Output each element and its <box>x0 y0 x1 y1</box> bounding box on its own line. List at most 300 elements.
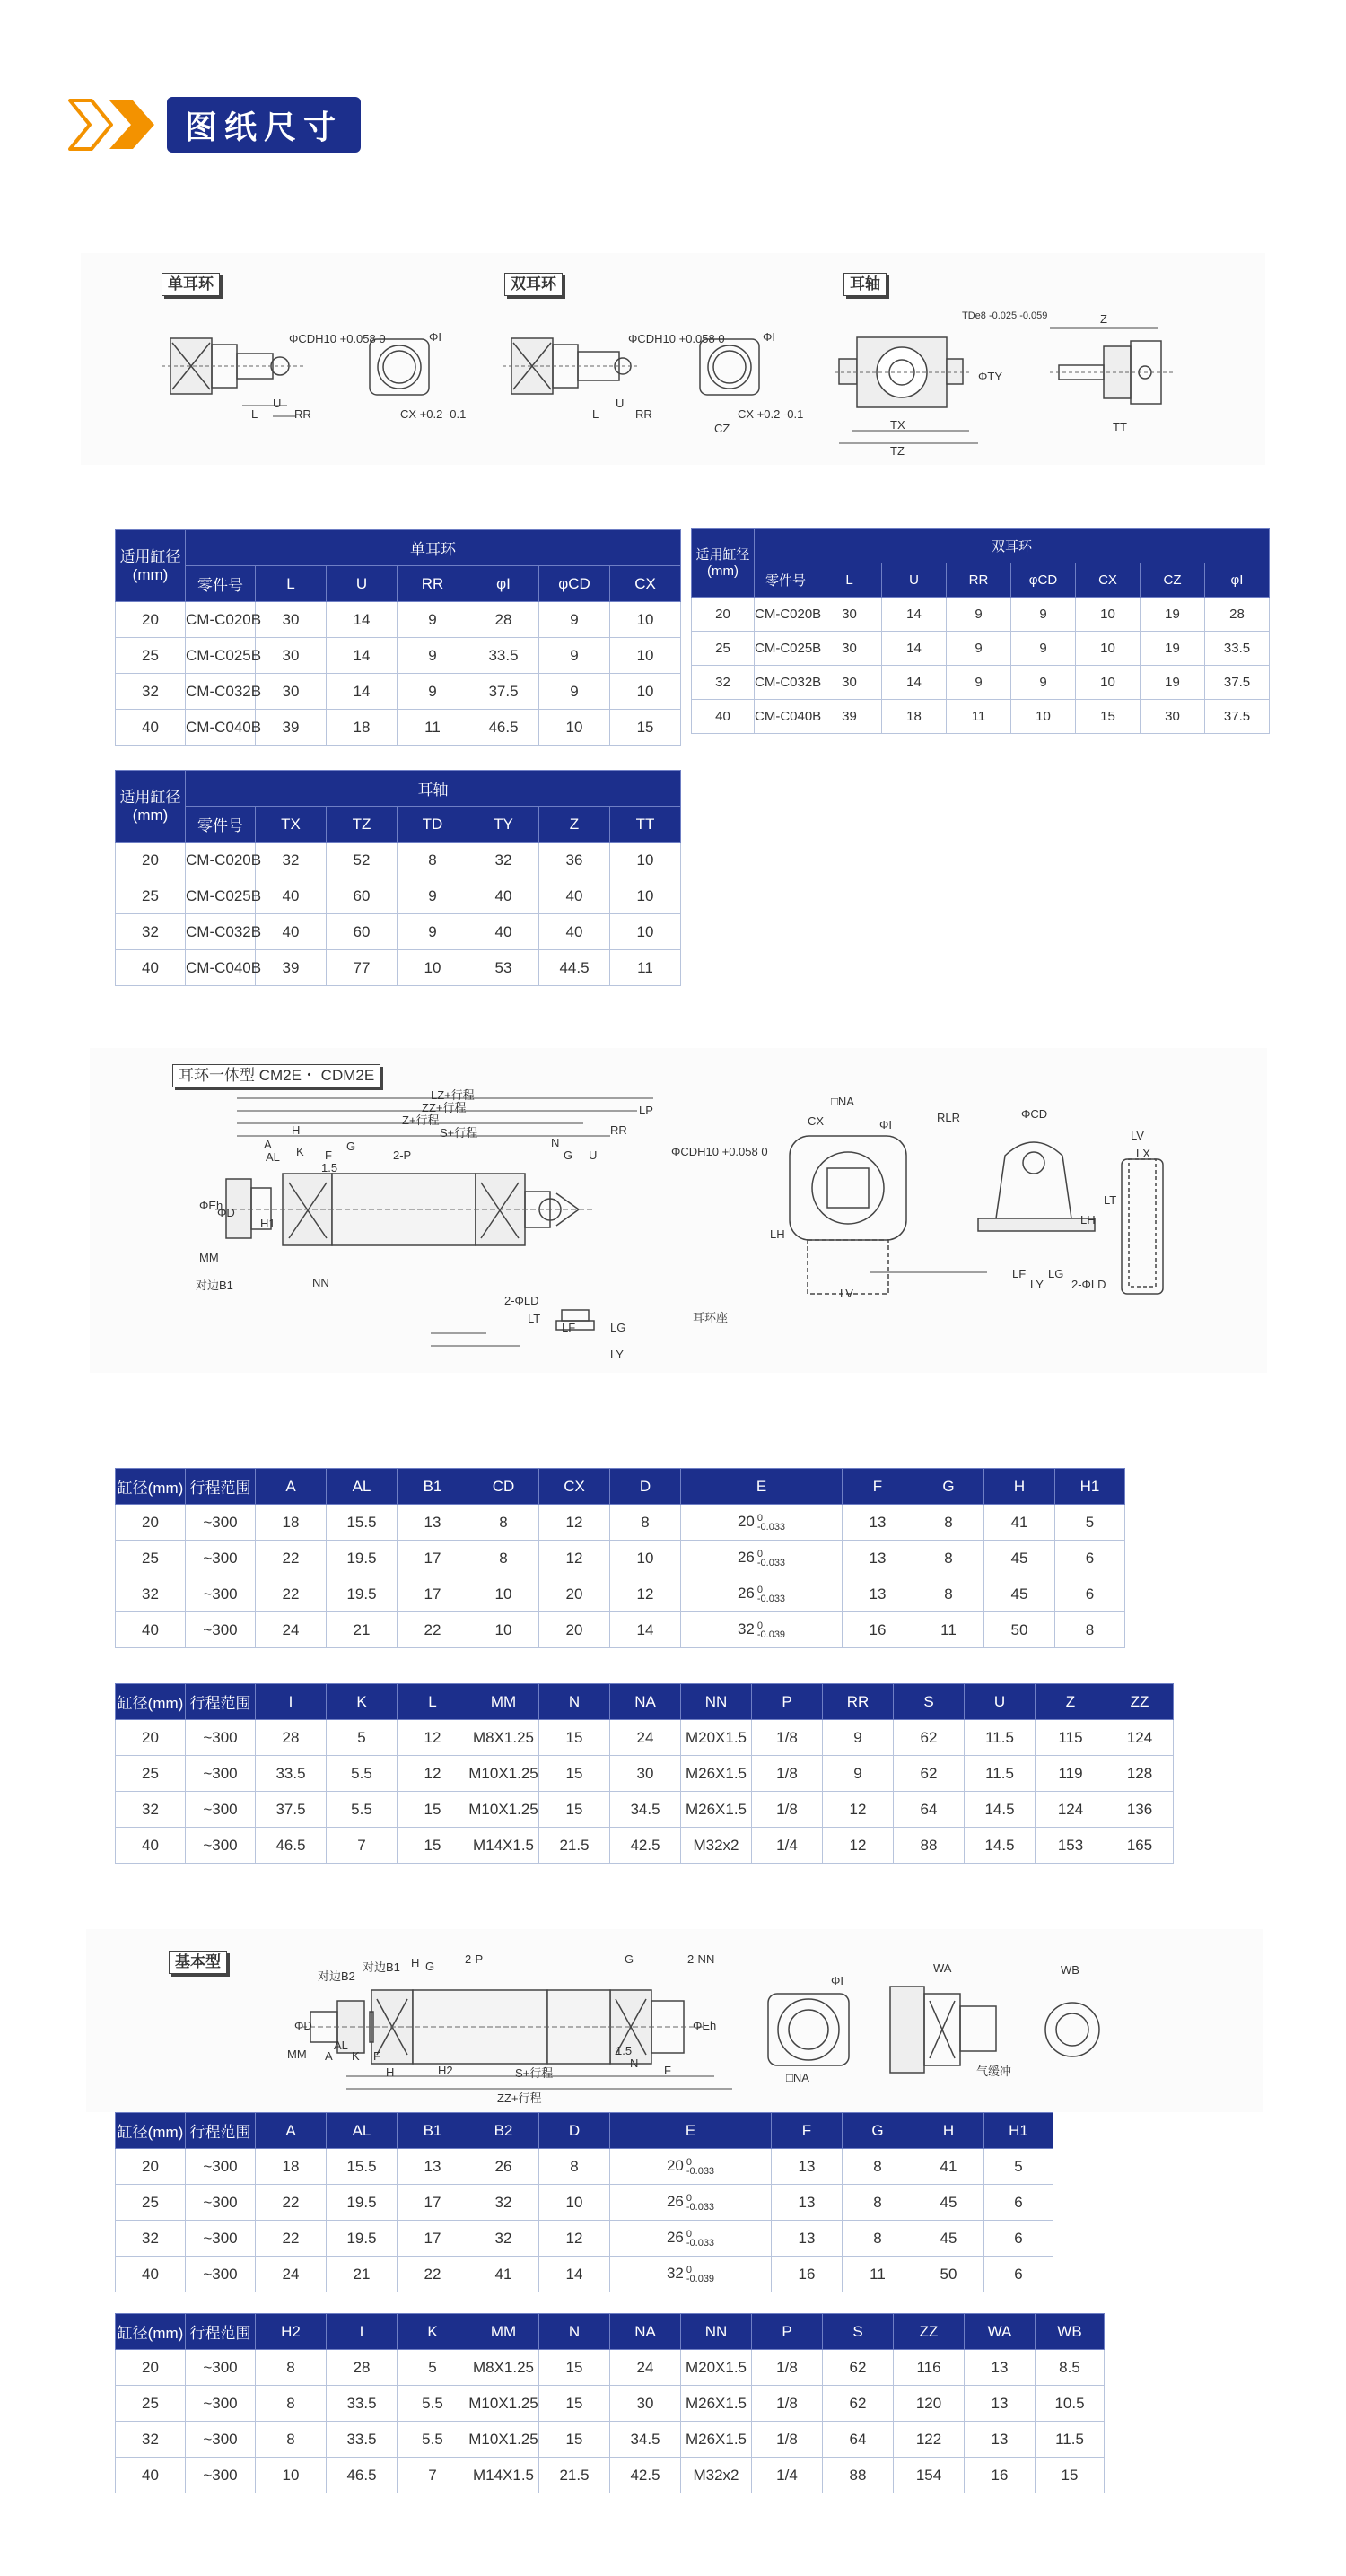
table-cell: 20 <box>116 1505 186 1541</box>
table-cell: 33.5 <box>468 638 539 674</box>
table-cell: CM-C040B <box>755 700 817 734</box>
table-cell: 5.5 <box>398 2422 468 2458</box>
table-cell: 14 <box>539 2257 610 2292</box>
table-cell: ~300 <box>186 2350 256 2386</box>
table-cell: M32x2 <box>681 2458 752 2493</box>
column-header: K <box>327 1684 398 1720</box>
column-header: U <box>327 566 398 602</box>
annotation: S+行程 <box>440 1126 478 1140</box>
annotation: LF <box>562 1321 576 1334</box>
annotation: LG <box>610 1321 626 1334</box>
table-cell: 15 <box>539 1792 610 1828</box>
annotation: LV <box>840 1287 853 1300</box>
table-row <box>116 1828 1174 1864</box>
table-cell: 11 <box>947 700 1011 734</box>
annotation: F <box>325 1148 332 1162</box>
double-ear-table <box>691 528 1270 734</box>
annotation: 对边B1 <box>363 1960 400 1974</box>
table-cell: 12 <box>823 1828 894 1864</box>
table-cell: 40 <box>539 914 610 950</box>
group-header: 双耳环 <box>755 529 1270 563</box>
column-header: K <box>398 2314 468 2350</box>
table-cell: 5 <box>984 2149 1053 2185</box>
table-cell: 62 <box>823 2350 894 2386</box>
table-cell: 88 <box>894 1828 965 1864</box>
column-header: Z <box>539 807 610 843</box>
table-cell: 5.5 <box>327 1792 398 1828</box>
table-cell: 20 <box>116 602 186 638</box>
table-cell: 124 <box>1106 1720 1174 1756</box>
cm2e-drawing-lines <box>90 1048 1267 1373</box>
table-cell: 26 0 -0.033 <box>681 1541 843 1576</box>
column-header: CX <box>610 566 681 602</box>
table-cell: 14 <box>327 602 398 638</box>
chevron-solid-icon <box>106 97 160 153</box>
annotation: RR <box>610 1123 627 1137</box>
cm2e-label: 耳环一体型 CM2E・ CDM2E <box>172 1064 380 1087</box>
annotation: A <box>264 1138 272 1151</box>
table-cell: 8 <box>256 2422 327 2458</box>
table-cell: 6 <box>1055 1541 1125 1576</box>
table-row <box>116 1792 1174 1828</box>
column-header: TX <box>256 807 327 843</box>
table-row <box>116 638 681 674</box>
table-cell: 7 <box>327 1828 398 1864</box>
annotation: ΦEh <box>199 1199 223 1212</box>
table-cell: 37.5 <box>1205 666 1270 700</box>
column-header: NA <box>610 1684 681 1720</box>
table-cell: 8 <box>256 2386 327 2422</box>
annotation: 气缓冲 <box>976 2065 1012 2078</box>
column-header: AL <box>327 1469 398 1505</box>
annotation: LH <box>770 1227 785 1241</box>
column-header: NA <box>610 2314 681 2350</box>
column-header: N <box>539 1684 610 1720</box>
table-cell: 8 <box>256 2350 327 2386</box>
basic-drawing-lines <box>86 1929 1263 2112</box>
table-cell: 37.5 <box>256 1792 327 1828</box>
annotation: NN <box>312 1276 329 1289</box>
column-header: 行程范围 <box>186 1469 256 1505</box>
table-cell: 11 <box>913 1612 984 1648</box>
annotation: 2-P <box>393 1148 412 1162</box>
table-cell: 9 <box>1011 666 1076 700</box>
table-cell: 13 <box>965 2350 1036 2386</box>
table-cell: 77 <box>327 950 398 986</box>
trunnion-table <box>115 770 681 986</box>
annotation: 2-ΦLD <box>504 1294 539 1307</box>
table-cell: ~300 <box>186 1828 256 1864</box>
table-cell: M8X1.25 <box>468 2350 539 2386</box>
table-cell: 8 <box>843 2185 913 2221</box>
column-header: D <box>610 1469 681 1505</box>
table-cell: 22 <box>256 1576 327 1612</box>
table-row <box>116 1612 1125 1648</box>
table-cell: 40 <box>116 1612 186 1648</box>
column-header: G <box>843 2113 913 2149</box>
table-cell: CM-C040B <box>186 710 256 746</box>
column-header: F <box>772 2113 843 2149</box>
column-header: F <box>843 1469 913 1505</box>
table-cell: CM-C032B <box>755 666 817 700</box>
column-header: ZZ <box>1106 1684 1174 1720</box>
column-header: E <box>681 1469 843 1505</box>
table-cell: 12 <box>610 1576 681 1612</box>
table-cell: 15.5 <box>327 2149 398 2185</box>
table-cell: 21.5 <box>539 2458 610 2493</box>
table-cell: ~300 <box>186 2185 256 2221</box>
column-header: CZ <box>1141 563 1205 598</box>
column-header: H1 <box>984 2113 1053 2149</box>
table-cell: 11.5 <box>1036 2422 1105 2458</box>
table-cell: 9 <box>398 878 468 914</box>
table-cell: 33.5 <box>256 1756 327 1792</box>
table-cell: 46.5 <box>327 2458 398 2493</box>
table-cell: 20 <box>539 1612 610 1648</box>
column-header: 缸径(mm) <box>116 1684 186 1720</box>
table-cell: 12 <box>398 1720 468 1756</box>
column-header: L <box>398 1684 468 1720</box>
column-header: B1 <box>398 2113 468 2149</box>
annotation: N <box>630 2056 639 2070</box>
table-cell: M20X1.5 <box>681 2350 752 2386</box>
table-cell: 5.5 <box>398 2386 468 2422</box>
column-header: WB <box>1036 2314 1105 2350</box>
table-cell: 32 0 -0.039 <box>681 1612 843 1648</box>
table-cell: 6 <box>1055 1576 1125 1612</box>
table-cell: 10 <box>1076 598 1141 632</box>
basic-label: 基本型 <box>169 1951 227 1974</box>
table-cell: 28 <box>1205 598 1270 632</box>
column-header: φCD <box>1011 563 1076 598</box>
table-cell: 32 <box>116 2221 186 2257</box>
table-cell: 22 <box>398 1612 468 1648</box>
table-cell: 8.5 <box>1036 2350 1105 2386</box>
tolerance: 0 -0.039 <box>756 1620 786 1640</box>
table-cell: 60 <box>327 878 398 914</box>
table-cell: 30 <box>817 598 882 632</box>
annotation: MM <box>199 1251 219 1264</box>
table-cell: 32 <box>468 2221 539 2257</box>
single-ear-label: 单耳环 <box>162 273 220 296</box>
annotation: AL <box>266 1150 280 1164</box>
table-cell: 13 <box>398 1505 468 1541</box>
annotation: RR <box>294 407 311 421</box>
column-header: E <box>610 2113 772 2149</box>
column-header: ZZ <box>894 2314 965 2350</box>
table-cell: 9 <box>398 602 468 638</box>
table-cell: 20 <box>539 1576 610 1612</box>
annotation: Z+行程 <box>402 1113 440 1127</box>
table-cell: 88 <box>823 2458 894 2493</box>
table-cell: 1/8 <box>752 1792 823 1828</box>
table-cell: 50 <box>984 1612 1055 1648</box>
annotation: LY <box>1030 1278 1044 1291</box>
table-cell: 9 <box>823 1756 894 1792</box>
table-cell: 13 <box>843 1505 913 1541</box>
table-cell: ~300 <box>186 2149 256 2185</box>
table-cell: CM-C025B <box>186 878 256 914</box>
table-cell: 115 <box>1036 1720 1106 1756</box>
table-cell: 16 <box>772 2257 843 2292</box>
table-cell: 37.5 <box>468 674 539 710</box>
table-cell: 10 <box>1011 700 1076 734</box>
annotation: LT <box>528 1312 541 1325</box>
table-cell: M26X1.5 <box>681 2386 752 2422</box>
column-header: MM <box>468 2314 539 2350</box>
table-cell: 30 <box>610 2386 681 2422</box>
tolerance: 0 -0.039 <box>686 2264 715 2284</box>
table-cell: 154 <box>894 2458 965 2493</box>
annotation: WA <box>933 1961 952 1975</box>
annotation: ΦCD <box>1021 1107 1048 1121</box>
table-cell: 26 <box>468 2149 539 2185</box>
table-cell: 20 <box>116 1720 186 1756</box>
table-cell: 19.5 <box>327 2185 398 2221</box>
table-cell: 45 <box>984 1541 1055 1576</box>
table-cell: 12 <box>398 1756 468 1792</box>
table-cell: 46.5 <box>468 710 539 746</box>
annotation: 1.5 <box>321 1161 338 1174</box>
basic-drawing <box>86 1929 1263 2112</box>
column-header: AL <box>327 2113 398 2149</box>
table-cell: 64 <box>823 2422 894 2458</box>
column-header: CX <box>1076 563 1141 598</box>
table-cell: 9 <box>947 598 1011 632</box>
table-cell: 153 <box>1036 1828 1106 1864</box>
table-cell: 15 <box>539 2350 610 2386</box>
table-cell: 30 <box>817 666 882 700</box>
table-cell: 9 <box>1011 632 1076 666</box>
table-cell: ~300 <box>186 1505 256 1541</box>
table-row <box>116 950 681 986</box>
column-header: L <box>817 563 882 598</box>
column-header: RR <box>398 566 468 602</box>
tolerance: 0 -0.033 <box>756 1548 786 1568</box>
table-row <box>116 2422 1105 2458</box>
table-cell: 32 <box>116 1792 186 1828</box>
table-cell: 9 <box>539 638 610 674</box>
column-header: TZ <box>327 807 398 843</box>
column-header: RR <box>947 563 1011 598</box>
table-cell: 41 <box>913 2149 984 2185</box>
table-cell: 41 <box>984 1505 1055 1541</box>
table-cell: 30 <box>817 632 882 666</box>
column-header: φI <box>1205 563 1270 598</box>
table-cell: 15 <box>398 1792 468 1828</box>
annotation: ZZ+行程 <box>497 2091 542 2105</box>
table-cell: 120 <box>894 2386 965 2422</box>
table-cell: 20 0 -0.033 <box>681 1505 843 1541</box>
column-header: H <box>913 2113 984 2149</box>
table-row <box>116 1720 1174 1756</box>
table-cell: 9 <box>398 638 468 674</box>
annotation: CX +0.2 -0.1 <box>738 407 804 421</box>
table-row <box>116 710 681 746</box>
annotation: LV <box>1131 1129 1144 1142</box>
table-cell: 42.5 <box>610 1828 681 1864</box>
table-cell: 14.5 <box>965 1828 1036 1864</box>
annotation: AL <box>334 2039 348 2052</box>
table-cell: 1/8 <box>752 1720 823 1756</box>
table-cell: 28 <box>468 602 539 638</box>
table-cell: 20 <box>116 2350 186 2386</box>
table-cell: 10 <box>610 602 681 638</box>
table-cell: 10 <box>610 1541 681 1576</box>
table-cell: M10X1.25 <box>468 1792 539 1828</box>
column-header: MM <box>468 1684 539 1720</box>
table-cell: 9 <box>398 914 468 950</box>
table-cell: 19 <box>1141 598 1205 632</box>
table-cell: M14X1.5 <box>468 2458 539 2493</box>
table-cell: 13 <box>965 2386 1036 2422</box>
tolerance: 0 -0.033 <box>756 1584 786 1604</box>
table-cell: 1/8 <box>752 1756 823 1792</box>
table-cell: 9 <box>947 666 1011 700</box>
table-cell: 25 <box>116 878 186 914</box>
column-header: φI <box>468 566 539 602</box>
bore-header: 适用缸径(mm) <box>692 529 755 598</box>
annotation: TDe8 -0.025 -0.059 <box>962 310 1048 321</box>
column-header: 零件号 <box>186 566 256 602</box>
table-cell: 40 <box>468 914 539 950</box>
table-cell: CM-C032B <box>186 914 256 950</box>
table-cell: ~300 <box>186 2221 256 2257</box>
table-cell: 15 <box>539 1720 610 1756</box>
table-cell: 10 <box>468 1576 539 1612</box>
column-header: I <box>256 1684 327 1720</box>
table-cell: 24 <box>610 1720 681 1756</box>
table-cell: 39 <box>817 700 882 734</box>
table-cell: 34.5 <box>610 2422 681 2458</box>
column-header: NN <box>681 2314 752 2350</box>
table-cell: M26X1.5 <box>681 1792 752 1828</box>
table-cell: 12 <box>539 1505 610 1541</box>
table-cell: 11 <box>610 950 681 986</box>
table-cell: 1/4 <box>752 2458 823 2493</box>
table-row <box>116 2386 1105 2422</box>
table-cell: 62 <box>894 1756 965 1792</box>
column-header: B1 <box>398 1469 468 1505</box>
annotation: TX <box>890 418 905 432</box>
table-cell: 33.5 <box>1205 632 1270 666</box>
column-header: H2 <box>256 2314 327 2350</box>
table-cell: 20 <box>116 843 186 878</box>
annotation: TT <box>1113 420 1127 433</box>
table-cell: 10 <box>398 950 468 986</box>
table-cell: M8X1.25 <box>468 1720 539 1756</box>
column-header: 零件号 <box>755 563 817 598</box>
table-cell: 32 <box>468 2185 539 2221</box>
annotation: ΦD <box>217 1206 235 1219</box>
annotation: ΦTY <box>978 370 1002 383</box>
table-cell: 34.5 <box>610 1792 681 1828</box>
annotation: H1 <box>260 1217 275 1230</box>
column-header: WA <box>965 2314 1036 2350</box>
table-cell: 1/8 <box>752 2422 823 2458</box>
table-cell: 1/4 <box>752 1828 823 1864</box>
table-cell: 9 <box>1011 598 1076 632</box>
column-header: NN <box>681 1684 752 1720</box>
table-cell: 21.5 <box>539 1828 610 1864</box>
table-cell: M14X1.5 <box>468 1828 539 1864</box>
table-cell: 19.5 <box>327 2221 398 2257</box>
column-header: 缸径(mm) <box>116 1469 186 1505</box>
table-cell: 10 <box>256 2458 327 2493</box>
table-cell: 32 <box>692 666 755 700</box>
accessory-drawing <box>81 253 1265 465</box>
annotation: K <box>296 1145 304 1158</box>
table-cell: 40 <box>116 950 186 986</box>
annotation: L <box>251 407 258 421</box>
table-cell: 15.5 <box>327 1505 398 1541</box>
table-cell: 45 <box>913 2185 984 2221</box>
tolerance: 0 -0.033 <box>686 2192 715 2213</box>
table-cell: 25 <box>116 638 186 674</box>
table-cell: CM-C020B <box>755 598 817 632</box>
table-cell: 8 <box>468 1505 539 1541</box>
table-cell: 40 <box>539 878 610 914</box>
table-cell: 24 <box>256 2257 327 2292</box>
table-cell: 28 <box>256 1720 327 1756</box>
table-cell: M26X1.5 <box>681 2422 752 2458</box>
annotation: CZ <box>714 422 730 435</box>
table-cell: 39 <box>256 950 327 986</box>
annotation: LG <box>1048 1267 1064 1280</box>
table-cell: M10X1.25 <box>468 2386 539 2422</box>
table-cell: 44.5 <box>539 950 610 986</box>
annotation: H <box>411 1956 420 1969</box>
table-cell: 1/8 <box>752 2386 823 2422</box>
column-header: A <box>256 2113 327 2149</box>
table-cell: 14 <box>882 598 947 632</box>
table-cell: 10 <box>610 674 681 710</box>
table-cell: 11.5 <box>965 1756 1036 1792</box>
table-cell: 37.5 <box>1205 700 1270 734</box>
annotation: A <box>325 2049 333 2063</box>
table-cell: ~300 <box>186 2458 256 2493</box>
annotation: ΦI <box>879 1118 892 1131</box>
cm2e-dimension-table-b <box>115 1683 1174 1864</box>
table-row <box>116 2350 1105 2386</box>
annotation: □NA <box>786 2071 809 2084</box>
table-cell: 32 <box>468 843 539 878</box>
table-cell: 16 <box>965 2458 1036 2493</box>
table-cell: 10 <box>539 710 610 746</box>
table-cell: 60 <box>327 914 398 950</box>
annotation: G <box>425 1960 435 1973</box>
table-cell: 119 <box>1036 1756 1106 1792</box>
table-row <box>692 666 1270 700</box>
table-cell: 15 <box>398 1828 468 1864</box>
table-cell: 11 <box>398 710 468 746</box>
table-cell: 20 <box>116 2149 186 2185</box>
table-cell: 25 <box>116 1541 186 1576</box>
annotation: LH <box>1080 1213 1096 1227</box>
table-cell: 22 <box>256 2185 327 2221</box>
table-cell: M10X1.25 <box>468 1756 539 1792</box>
column-header: L <box>256 566 327 602</box>
table-cell: 18 <box>256 2149 327 2185</box>
annotation: K <box>352 2049 360 2063</box>
table-cell: 15 <box>1036 2458 1105 2493</box>
annotation: G <box>564 1148 573 1162</box>
column-header: 行程范围 <box>186 1684 256 1720</box>
table-cell: 40 <box>116 1828 186 1864</box>
annotation: L <box>592 407 599 421</box>
table-row <box>116 602 681 638</box>
table-cell: 13 <box>772 2185 843 2221</box>
